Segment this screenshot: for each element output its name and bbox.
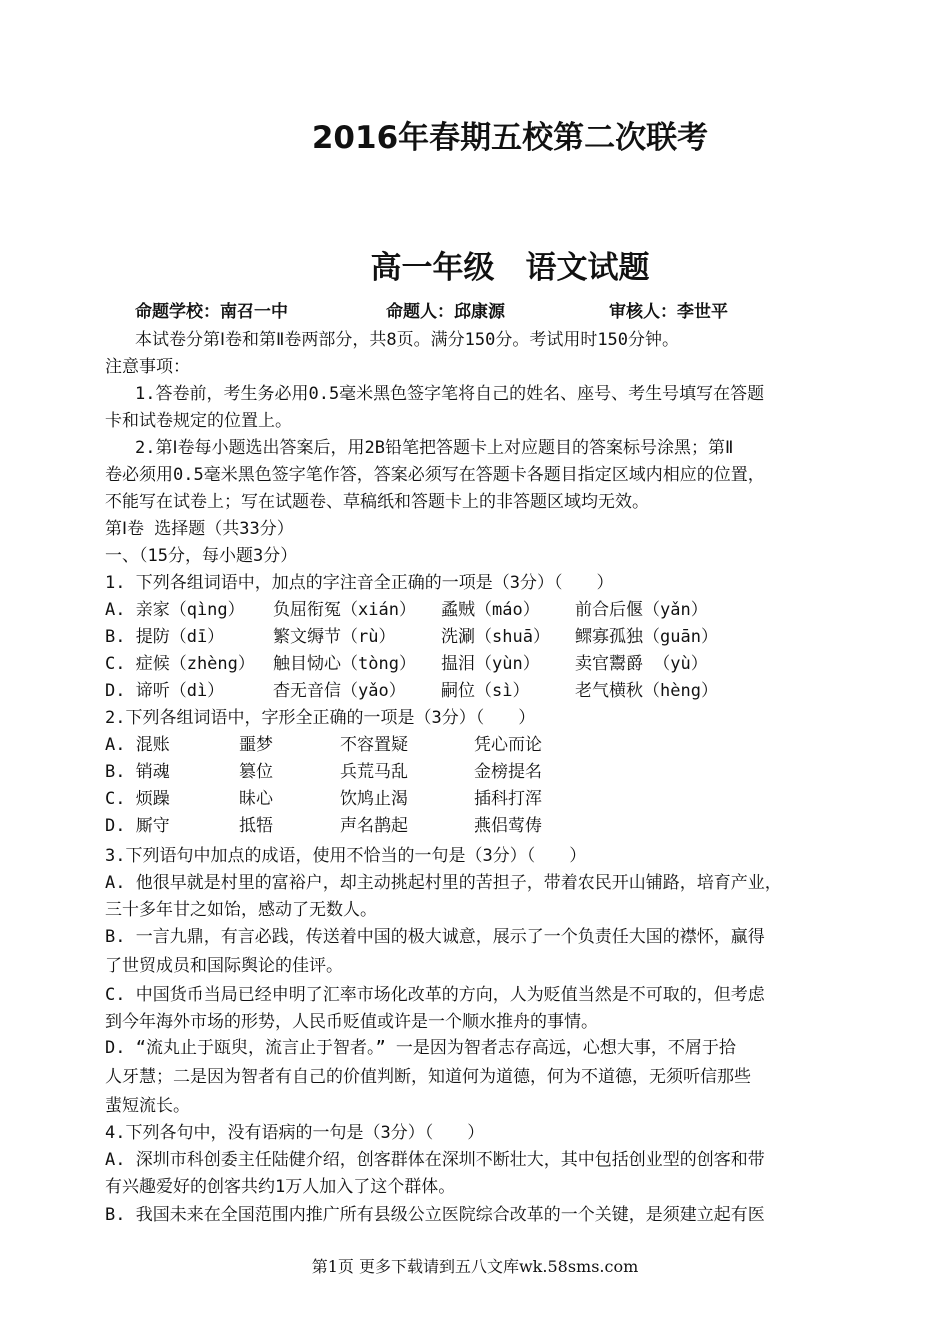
q1-option-b-3: 洗涮（shuā） xyxy=(441,627,550,647)
q1-option-a-1: A. 亲家（qìng） xyxy=(105,600,245,620)
q3-option-c-line-1: C. 中国货币当局已经申明了汇率市场化改革的方向，人为贬值当然是不可取的，但考虑 xyxy=(105,985,765,1005)
question-3-stem: 3.下列语句中加点的成语，使用不恰当的一句是（3分）（ ） xyxy=(105,846,587,866)
meta-school: 命题学校：南召一中 xyxy=(135,302,288,322)
q4-option-b-line-1: B. 我国未来在全国范围内推广所有县级公立医院综合改革的一个关键，是须建立起有医 xyxy=(105,1205,765,1225)
q2-option-d-3: 声名鹊起 xyxy=(340,816,408,836)
q1-option-d-4: 老气横秋（hèng） xyxy=(575,681,718,701)
q1-option-b-4: 鳏寡孤独（guān） xyxy=(575,627,718,647)
q2-option-d-2: 抵牾 xyxy=(239,816,273,836)
q2-option-d-4: 燕侣莺俦 xyxy=(474,816,542,836)
q3-option-b-line-1: B. 一言九鼎，有言必践，传送着中国的极大诚意，展示了一个负责任大国的襟怀，赢得 xyxy=(105,927,765,947)
q1-option-c-2: 触目恸心（tòng） xyxy=(273,654,416,674)
q1-option-b-1: B. 提防（dī） xyxy=(105,627,225,647)
q1-option-a-2: 负屈衔冤（xián） xyxy=(273,600,416,620)
section-1-heading: 第Ⅰ卷 选择题（共33分） xyxy=(105,519,294,539)
q2-option-a-1: A. 混账 xyxy=(105,735,170,755)
q2-option-c-4: 插科打浑 xyxy=(474,789,542,809)
notice-1-line-1: 1.答卷前，考生务必用0.5毫米黑色签字笔将自己的姓名、座号、考生号填写在答题 xyxy=(135,384,765,404)
page-footer: 第1页 更多下载请到五八文库wk.58sms.com xyxy=(311,1257,639,1276)
question-2-stem: 2.下列各组词语中，字形全正确的一项是（3分）（ ） xyxy=(105,708,536,728)
notice-2-line-3: 不能写在试卷上；写在试题卷、草稿纸和答题卡上的非答题区域均无效。 xyxy=(105,492,649,512)
q1-option-d-3: 嗣位（sì） xyxy=(441,681,530,701)
notice-heading: 注意事项： xyxy=(105,357,190,377)
exam-title: 2016年春期五校第二次联考 xyxy=(311,120,709,156)
question-2-options xyxy=(105,734,885,844)
q3-option-a-line-1: A. 他很早就是村里的富裕户，却主动挑起村里的苦担子，带着农民开山铺路，培育产业， xyxy=(105,873,782,893)
q2-option-c-1: C. 烦躁 xyxy=(105,789,170,809)
q2-option-b-2: 篡位 xyxy=(239,762,273,782)
q3-option-d-line-1: D. “流丸止于瓯臾，流言止于智者。” 一是因为智者志存高远，心想大事，不屑于拾 xyxy=(105,1038,736,1058)
q2-option-d-1: D. 厮守 xyxy=(105,816,170,836)
meta-reviewer: 审核人：李世平 xyxy=(609,302,728,322)
q2-option-a-3: 不容置疑 xyxy=(340,735,408,755)
notice-1-line-2: 卡和试卷规定的位置上。 xyxy=(105,411,292,431)
q3-option-c-line-2: 到今年海外市场的形势，人民币贬值或许是一个顺水推舟的事情。 xyxy=(105,1012,598,1032)
q1-option-a-3: 蟊贼（máo） xyxy=(441,600,540,620)
exam-subtitle: 高一年级 语文试题 xyxy=(370,250,650,286)
meta-author: 命题人：邱康源 xyxy=(386,302,505,322)
notice-2-line-1: 2.第Ⅰ卷每小题选出答案后，用2B铅笔把答题卡上对应题目的答案标号涂黑；第Ⅱ xyxy=(135,438,734,458)
q2-option-a-2: 噩梦 xyxy=(239,735,273,755)
q1-option-a-4: 前合后偃（yǎn） xyxy=(575,600,708,620)
q2-option-c-3: 饮鸠止渴 xyxy=(340,789,408,809)
q4-option-a-line-1: A. 深圳市科创委主任陆健介绍，创客群体在深圳不断壮大，其中包括创业型的创客和带 xyxy=(105,1150,765,1170)
intro-text: 本试卷分第Ⅰ卷和第Ⅱ卷两部分，共8页。满分150分。考试用时150分钟。 xyxy=(135,330,680,350)
q3-option-d-line-2: 人牙慧；二是因为智者有自己的价值判断，知道何为道德，何为不道德，无须听信那些 xyxy=(105,1067,751,1087)
q1-option-c-3: 揾泪（yùn） xyxy=(441,654,540,674)
q3-option-d-line-3: 蜚短流长。 xyxy=(105,1096,190,1116)
question-1-options xyxy=(105,599,885,709)
q1-option-d-1: D. 谛听（dì） xyxy=(105,681,225,701)
q1-option-b-2: 繁文缛节（rù） xyxy=(273,627,396,647)
q1-option-c-4: 卖官鬻爵 （yù） xyxy=(575,654,708,674)
q2-option-b-4: 金榜提名 xyxy=(474,762,542,782)
q3-option-b-line-2: 了世贸成员和国际舆论的佳评。 xyxy=(105,956,343,976)
notice-2-line-2: 卷必须用0.5毫米黑色签字笔作答，答案必须写在答题卡各题目指定区域内相应的位置， xyxy=(105,465,765,485)
q2-option-a-4: 凭心而论 xyxy=(474,735,542,755)
question-4-stem: 4.下列各句中，没有语病的一句是（3分）（ ） xyxy=(105,1123,485,1143)
q2-option-c-2: 昧心 xyxy=(239,789,273,809)
part-1-heading: 一、（15分，每小题3分） xyxy=(105,546,298,566)
q4-option-a-line-2: 有兴趣爱好的创客共约1万人加入了这个群体。 xyxy=(105,1177,456,1197)
q3-option-a-line-2: 三十多年甘之如饴，感动了无数人。 xyxy=(105,900,377,920)
q1-option-c-1: C. 症候（zhèng） xyxy=(105,654,255,674)
question-1-stem: 1. 下列各组词语中，加点的字注音全正确的一项是（3分）（ ） xyxy=(105,573,614,593)
q1-option-d-2: 杳无音信（yǎo） xyxy=(273,681,406,701)
q2-option-b-1: B. 销魂 xyxy=(105,762,170,782)
q2-option-b-3: 兵荒马乱 xyxy=(340,762,408,782)
